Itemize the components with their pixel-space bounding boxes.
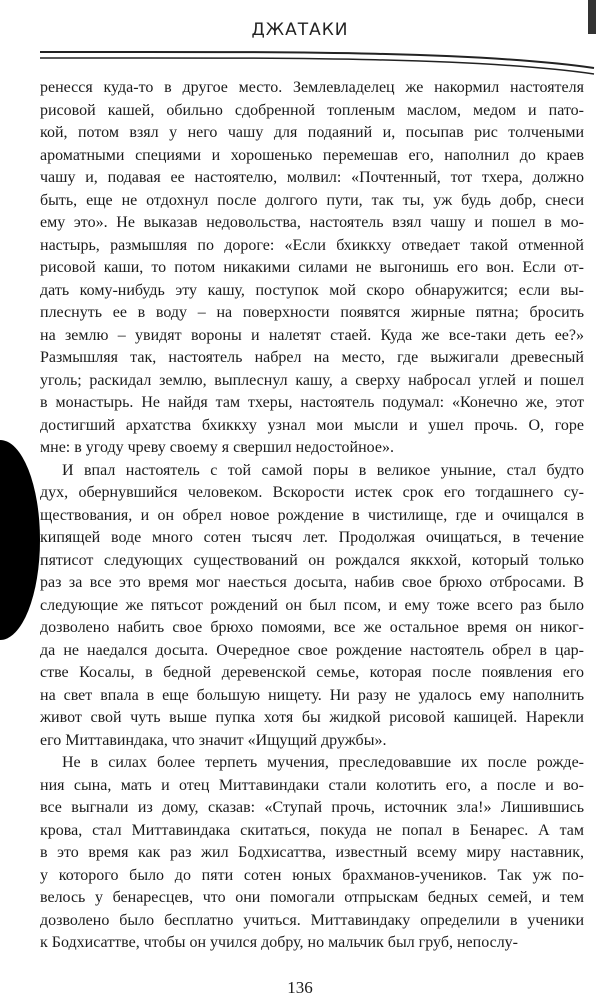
text-line: кой, потом взял у него чашу для подаяний и, посыпав рис толчеными bbox=[40, 124, 584, 141]
text-line: к Бодхисаттве, чтобы он учился добру, но мальчик был груб, непослу- bbox=[40, 934, 518, 951]
scan-edge-shadow bbox=[588, 0, 596, 34]
text-line: мне: в угоду чреву своему я свершил недостойное». bbox=[40, 439, 394, 456]
page-number: 136 bbox=[287, 978, 313, 997]
text-line: чашу и, подавая ее настоятелю, молвил: «Почтенный, тот тхера, должно bbox=[40, 169, 584, 186]
text-line: достигший архатства бхиккху узнал мои мысли и ушел прочь. О, горе bbox=[40, 416, 584, 434]
text-line: уголь; раскидал землю, выплеснул кашу, а сверху набросал углей и пошел bbox=[40, 371, 584, 389]
text-line: ренесся куда-то в другое место. Землевладелец же накормил настоятеля bbox=[40, 79, 584, 96]
text-line: ществования, и он обрел новое рождение в чистилище, где и очищался в bbox=[40, 506, 584, 524]
text-line: пятисот следующих существований он рождался яккхой, который только bbox=[40, 551, 584, 569]
paragraph bbox=[40, 77, 584, 460]
text-line: в монастырь. Не найдя там тхеры, настоятель подумал: «Конечно же, этот bbox=[40, 394, 584, 411]
text-line: на землю – увидят вороны и налетят стаей. Куда же все-таки деть ее?» bbox=[40, 326, 584, 344]
text-line: стве Косалы, в бедной деревенской семье, которая после появления его bbox=[40, 664, 584, 681]
text-line: крова, стал Миттавиндака скитаться, покуда не попал в Бенарес. А там bbox=[40, 821, 584, 839]
text-line: рисовой кашей, обильно сдобренной топленым маслом, медом и пато- bbox=[40, 101, 584, 119]
text-line: настырь, размышляя по дороге: «Если бхиккху отведает такой отменной bbox=[40, 236, 584, 254]
text-line: живот свой чуть выше пупка хотя бы жидкой рисовой кашицей. Нарекли bbox=[40, 709, 584, 726]
text-line: дать кому-нибудь эту кашу, поступок мой скоро обнаружится; если вы- bbox=[40, 281, 584, 299]
text-line: да не наедался досыта. Очередное свое рождение настоятель обрел в цар- bbox=[40, 641, 584, 659]
text-line: велось у бенаресцев, что они помогали отпрыскам бедных семей, и тем bbox=[40, 889, 584, 906]
text-line: рисовой каши, то потом никакими силами не выгонишь его вон. Если от- bbox=[40, 259, 584, 276]
text-line: раз за все это время мог наесться досыта, набив свое брюхо отбросами. В bbox=[40, 574, 584, 591]
scan-finger-shadow bbox=[0, 440, 40, 640]
text-line: дозволено набить свое брюхо помоями, все же остальное время он никог- bbox=[40, 619, 584, 636]
text-line: дозволено было бесплатно учиться. Миттавиндаку определили в ученики bbox=[40, 911, 584, 929]
text-line: ему это». Не выказав недовольства, настоятель взял чашу и пошел в мо- bbox=[40, 214, 584, 231]
text-line: ния сына, мать и отец Миттавиндаки стали колотить его, а после и во- bbox=[40, 776, 584, 794]
text-line: у которого было до пяти сотен юных брахманов-учеников. Так уж по- bbox=[40, 866, 584, 884]
text-line: кипящей воде много сотен тысяч лет. Продолжая очищаться, в течение bbox=[40, 529, 584, 546]
text-line: все выгнали из дому, сказав: «Ступай прочь, источник зла!» Лишившись bbox=[40, 799, 584, 816]
text-line: на свет впала в еще большую нищету. Ни разу не удалось ему наполнить bbox=[40, 686, 584, 704]
header-double-rule bbox=[0, 48, 596, 78]
text-line: Не в силах более терпеть мучения, преследовавшие их после рожде- bbox=[62, 754, 584, 771]
text-line: дух, обернувшийся человеком. Вскорости истек срок его тогдашнего су- bbox=[40, 484, 584, 501]
text-line: И впал настоятель с той самой поры в великое уныние, стал будто bbox=[62, 461, 584, 479]
running-header: ДЖАТАКИ bbox=[251, 20, 349, 40]
text-line: его Миттавиндака, что значит «Ищущий дружбы». bbox=[40, 731, 387, 749]
text-line: в это время как раз жил Бодхисаттва, известный всему миру наставник, bbox=[40, 844, 584, 861]
text-line: следующие же пятьсот рождений он был псом, и ему тоже всего раз было bbox=[40, 596, 584, 614]
paragraph bbox=[40, 460, 584, 753]
paragraph bbox=[40, 752, 584, 955]
text-line: быть, еще не отдохнул после долгого пути, так ты, уж будь добр, снеси bbox=[40, 191, 584, 209]
text-line: Размышляя так, настоятель набрел на место, где выжигали древесный bbox=[40, 349, 584, 366]
text-line: ароматными специями и хорошенько перемешав его, наполнил до краев bbox=[40, 146, 584, 164]
text-line: плеснуть ее в воду – на поверхности появятся жирные пятна; бросить bbox=[40, 304, 584, 321]
page-body bbox=[40, 77, 584, 955]
